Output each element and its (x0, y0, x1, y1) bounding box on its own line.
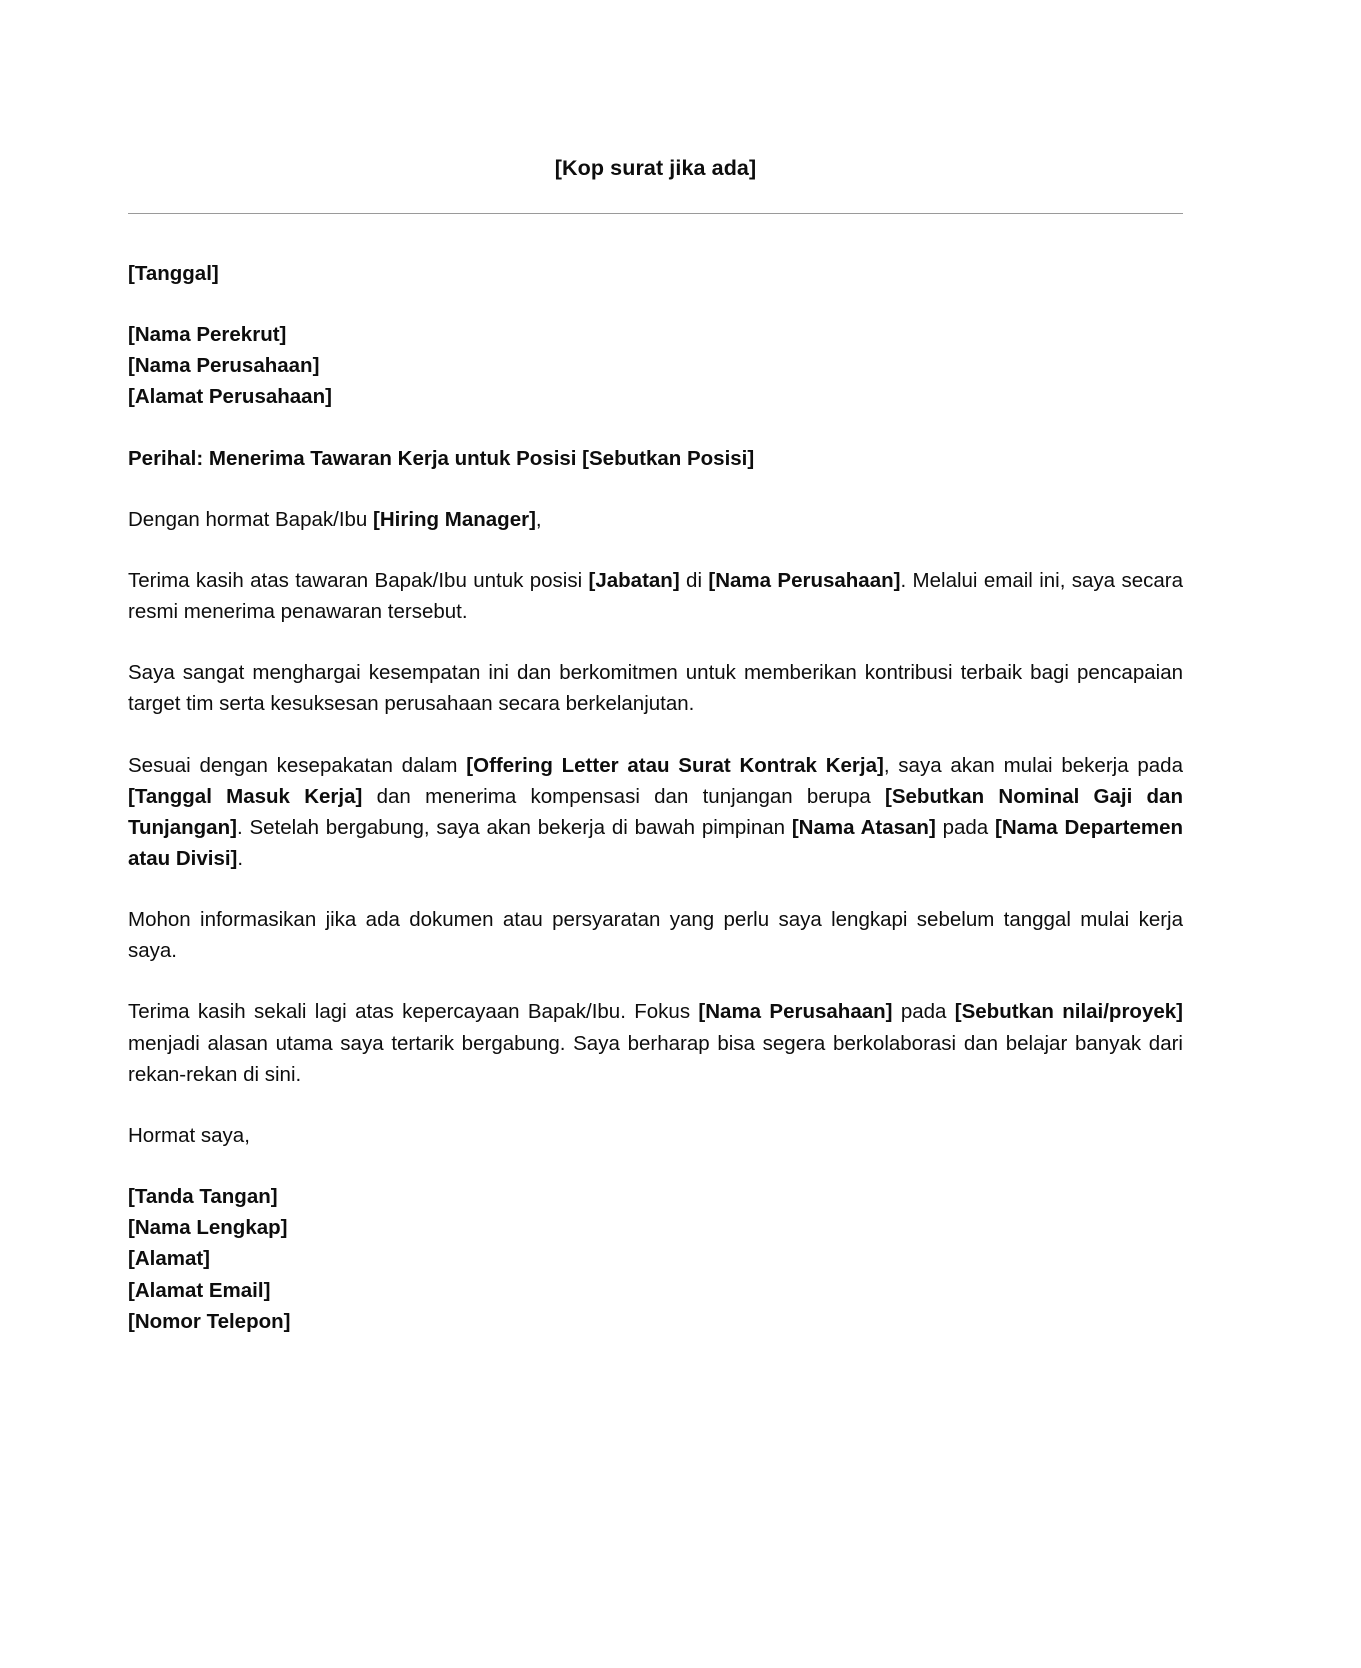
letter-body (128, 258, 1183, 1337)
p2-text-1: Saya sangat menghargai kesempatan ini dan berkomitmen untuk memberikan kontribusi terbaik bagi pencapaian target tim serta kesuksesan perusahaan secara berkelanjutan. (128, 661, 1183, 716)
date-block (128, 258, 1183, 289)
paragraph-3 (128, 750, 1183, 875)
paragraph-1 (128, 565, 1183, 627)
p3-text-4: . Setelah bergabung, saya akan bekerja di bawah pimpinan (236, 815, 792, 839)
signature-block (128, 1181, 1183, 1337)
date-placeholder: [Tanggal] (128, 261, 219, 285)
p4-text-1: Mohon informasikan jika ada dokumen atau persyaratan yang perlu saya lengkapi sebelum tanggal mulai kerja saya. (128, 908, 1183, 963)
signature-placeholder: [Tanda Tangan] (128, 1185, 278, 1209)
p3-bold-2: [Tanggal Masuk Kerja] (128, 784, 363, 808)
recipient-name: [Nama Perekrut] (128, 323, 287, 347)
recipient-company: [Nama Perusahaan] (128, 354, 320, 378)
p3-bold-5: [Nama Departemen atau Divisi] (128, 815, 1184, 870)
p1-bold-1: [Jabatan] (588, 568, 680, 592)
p3-bold-4: [Nama Atasan] (791, 815, 936, 839)
salutation-suffix: , (535, 507, 542, 531)
signature-address: [Alamat] (128, 1247, 211, 1271)
document-sheet (128, 0, 1183, 1337)
recipient-block (128, 319, 1183, 412)
closing-text: Hormat saya, (128, 1123, 250, 1147)
closing-line (128, 1120, 1183, 1151)
paragraph-4 (128, 904, 1183, 966)
letterhead-title: [Kop surat jika ada] (554, 156, 757, 180)
p3-text-6: . (237, 846, 244, 870)
signature-phone: [Nomor Telepon] (128, 1309, 291, 1333)
signature-email: [Alamat Email] (128, 1278, 271, 1302)
p1-bold-2: [Nama Perusahaan] (708, 568, 901, 592)
p1-text-2: di (679, 568, 709, 592)
p5-text-3: menjadi alasan utama saya tertarik bergabung. Saya berharap bisa segera berkolaborasi dan belajar banyak dari rekan-rekan di sini. (128, 1031, 1183, 1086)
salutation-prefix: Dengan hormat Bapak/Ibu (128, 507, 374, 531)
signature-full-name: [Nama Lengkap] (128, 1216, 288, 1240)
subject-line: Perihal: Menerima Tawaran Kerja untuk Posisi [Sebutkan Posisi] (128, 446, 755, 470)
p5-bold-2: [Sebutkan nilai/proyek] (954, 1000, 1183, 1024)
subject-block (128, 443, 1183, 474)
p3-text-2: , saya akan mulai bekerja pada (883, 753, 1183, 777)
paragraph-2 (128, 657, 1183, 719)
p1-text-3: . Melalui email ini, saya secara resmi menerima penawaran tersebut. (128, 568, 1183, 624)
p3-text-5: pada (935, 815, 996, 839)
recipient-address: [Alamat Perusahaan] (128, 385, 332, 409)
p1-text-1: Terima kasih atas tawaran Bapak/Ibu untuk posisi (128, 568, 589, 592)
p5-text-1: Terima kasih sekali lagi atas kepercayaan Bapak/Ibu. Fokus (128, 1000, 699, 1024)
p3-bold-3: [Sebutkan Nominal Gaji dan Tunjangan] (128, 784, 1183, 839)
p5-text-2: pada (892, 1000, 955, 1024)
p3-text-3: dan menerima kompensasi dan tunjangan berupa (362, 784, 886, 808)
p5-bold-1: [Nama Perusahaan] (698, 1000, 893, 1024)
paragraph-5 (128, 996, 1183, 1089)
salutation-paragraph (128, 504, 1183, 535)
header-divider (128, 213, 1183, 214)
p3-text-1: Sesuai dengan kesepakatan dalam (128, 753, 467, 777)
salutation-placeholder: [Hiring Manager] (373, 507, 536, 531)
p3-bold-1: [Offering Letter atau Surat Kontrak Kerja] (466, 753, 884, 777)
